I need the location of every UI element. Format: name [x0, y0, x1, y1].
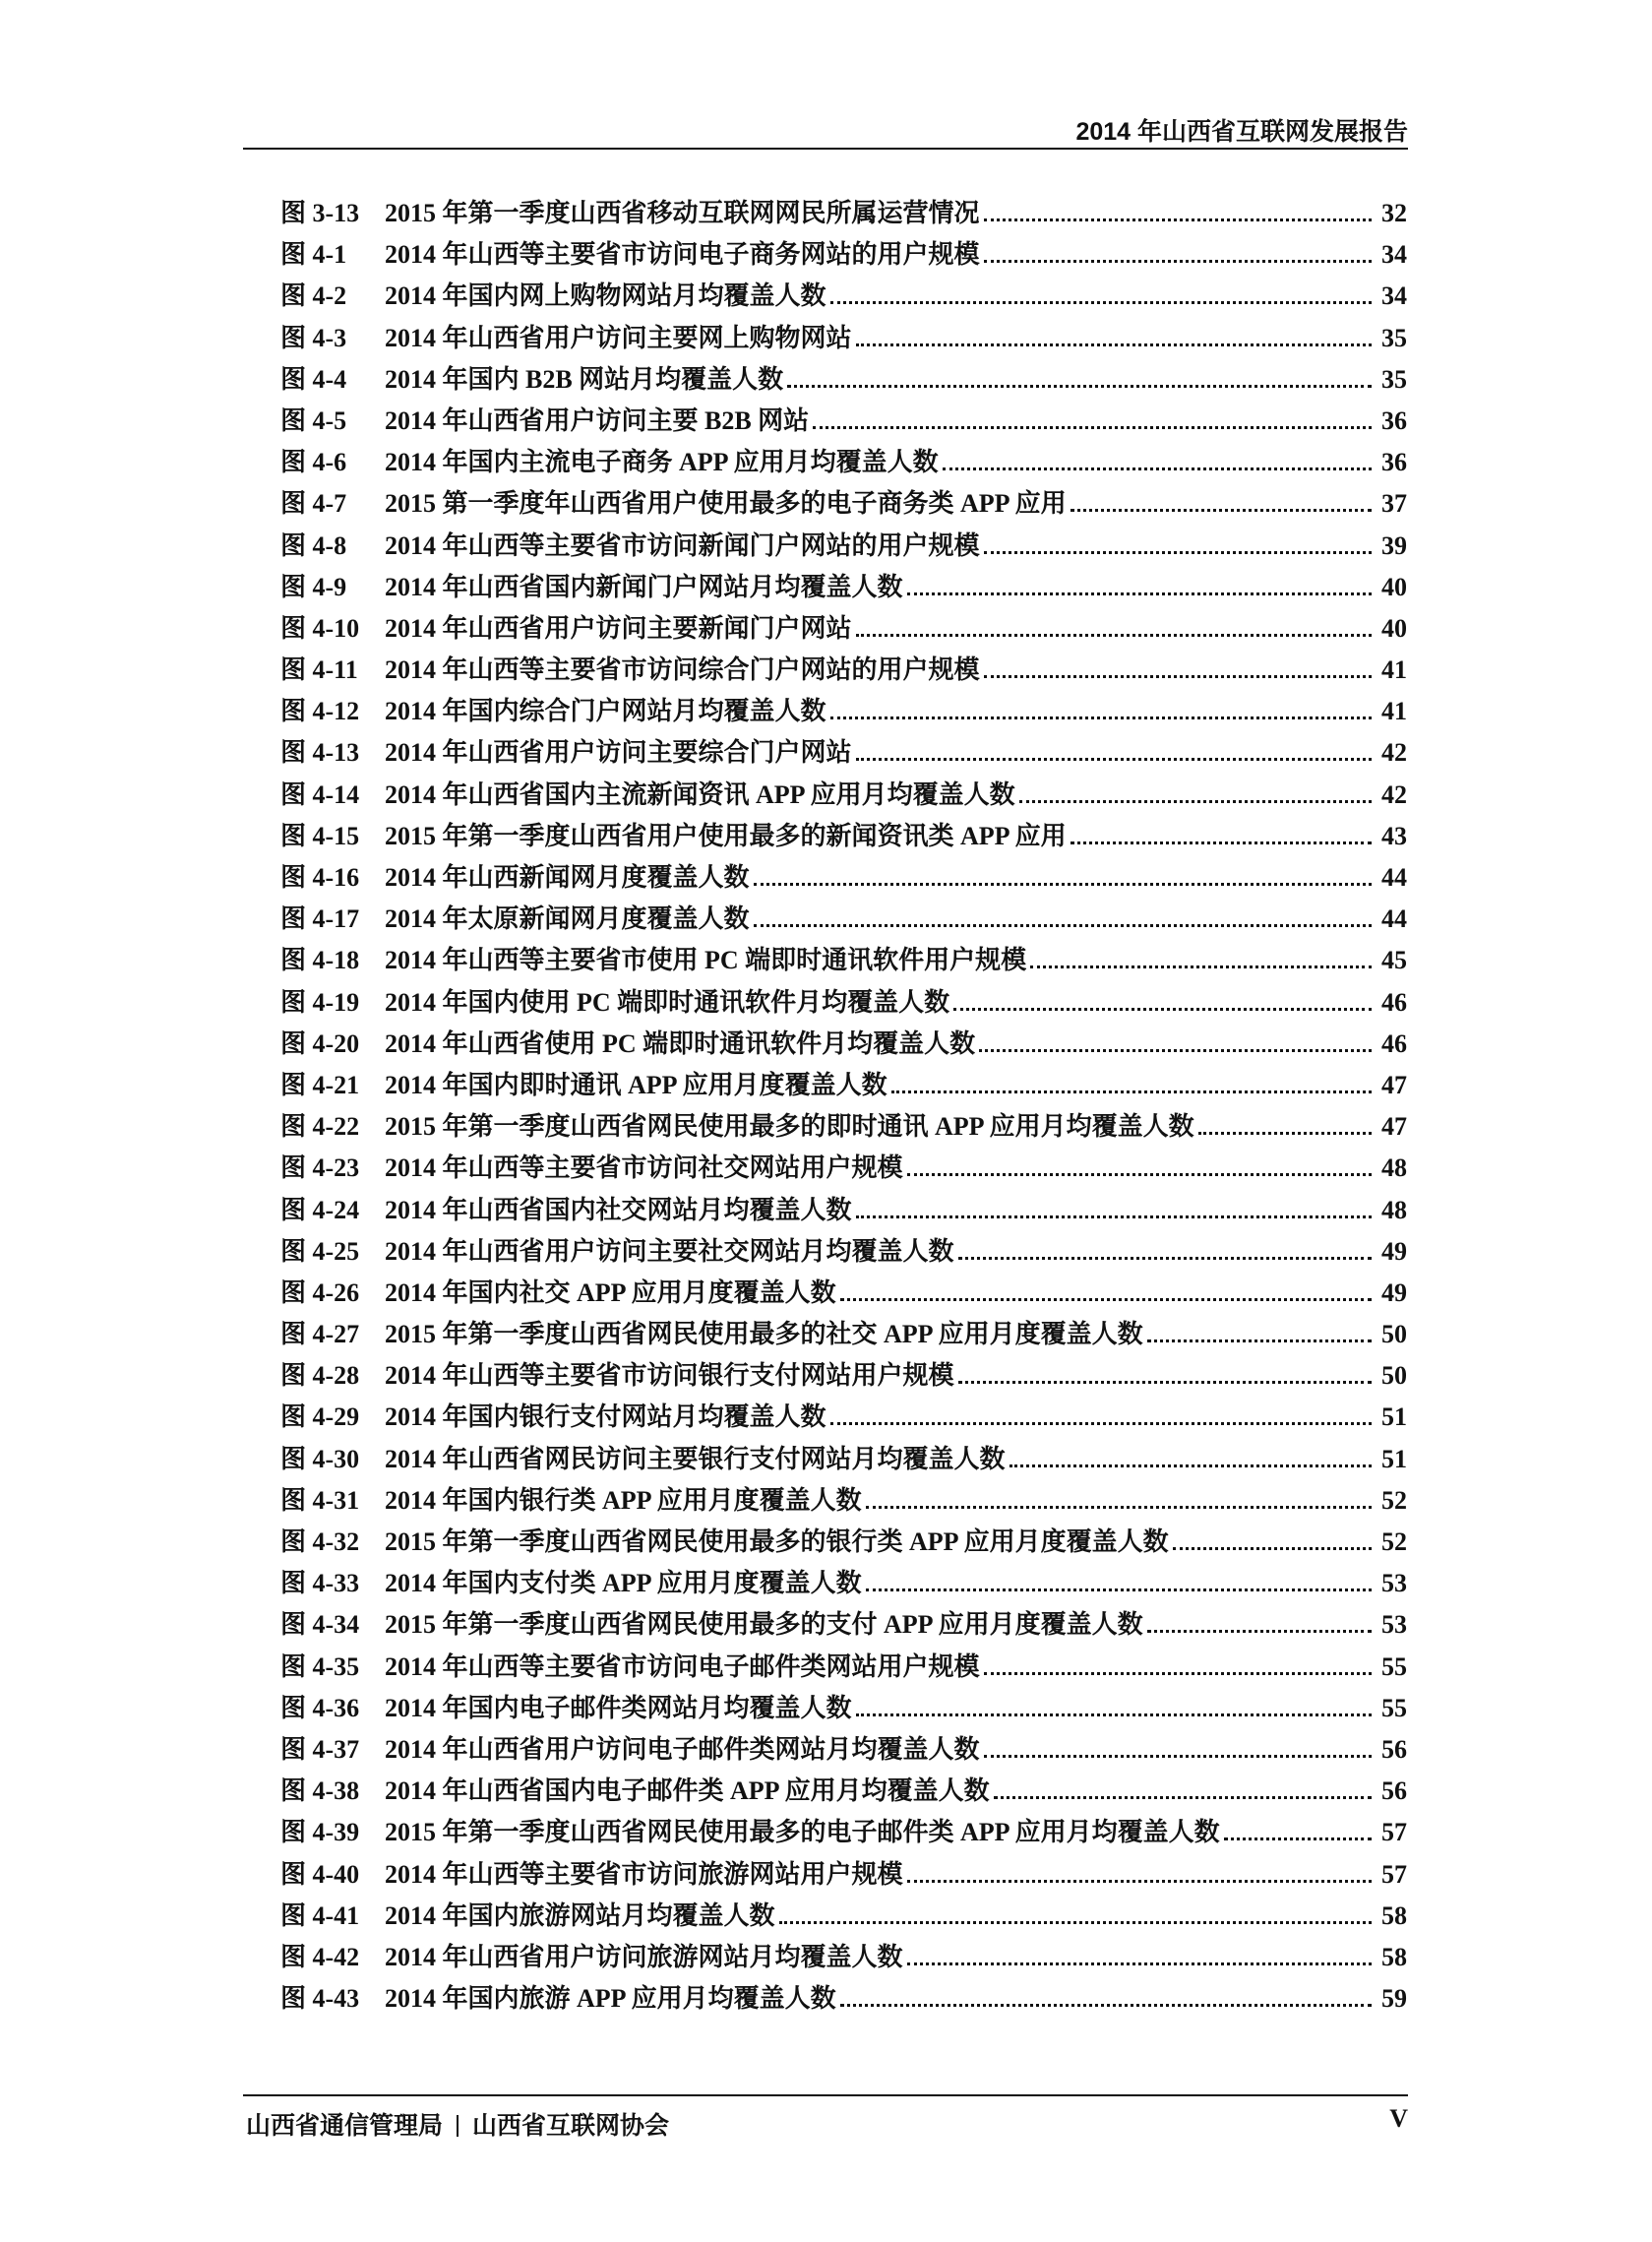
- figure-title: 2014 年国内 B2B 网站月均覆盖人数: [385, 364, 784, 394]
- figure-number: 图 4-6: [280, 448, 347, 477]
- toc-entry[interactable]: [280, 1148, 1407, 1189]
- dot-leader: [984, 218, 1372, 221]
- page-number: 35: [1381, 323, 1407, 352]
- page-number: 48: [1381, 1195, 1407, 1224]
- toc-entry[interactable]: [280, 1604, 1407, 1646]
- dot-leader: [840, 2004, 1372, 2007]
- page-number: 42: [1381, 738, 1407, 768]
- page-number: 49: [1381, 1277, 1407, 1307]
- dot-leader: [984, 1755, 1372, 1758]
- page-number: 36: [1381, 448, 1407, 477]
- figure-number: 图 4-30: [280, 1444, 360, 1473]
- figure-title: 2014 年国内社交 APP 应用月度覆盖人数: [385, 1277, 836, 1307]
- figure-title: 2014 年国内主流电子商务 APP 应用月均覆盖人数: [385, 448, 939, 477]
- footer-page-number: V: [1389, 2104, 1408, 2133]
- figure-title: 2014 年山西省用户访问主要网上购物网站: [385, 323, 852, 352]
- figure-title: 2014 年山西省用户访问主要新闻门户网站: [385, 613, 852, 643]
- figure-number: 图 4-16: [280, 863, 360, 892]
- dot-leader: [830, 301, 1372, 304]
- figure-number: 图 4-31: [280, 1485, 360, 1515]
- dot-leader: [856, 758, 1372, 761]
- figure-number: 图 4-2: [280, 281, 347, 311]
- figure-title: 2014 年国内旅游 APP 应用月均覆盖人数: [385, 1984, 836, 2014]
- toc-entry[interactable]: [280, 899, 1407, 940]
- figure-title: 2014 年国内综合门户网站月均覆盖人数: [385, 697, 826, 726]
- figure-number: 图 3-13: [280, 199, 360, 227]
- figure-title: 2015 年第一季度山西省网民使用最多的社交 APP 应用月度覆盖人数: [385, 1320, 1143, 1349]
- figure-title: 2014 年太原新闻网月度覆盖人数: [385, 904, 750, 934]
- figure-title: 2014 年国内支付类 APP 应用月度覆盖人数: [385, 1569, 862, 1598]
- toc-entry[interactable]: [280, 982, 1407, 1024]
- dot-leader: [907, 1173, 1372, 1176]
- figure-number: 图 4-15: [280, 821, 360, 850]
- page-number: 40: [1381, 572, 1407, 601]
- figure-number: 图 4-28: [280, 1361, 360, 1391]
- page-number: 37: [1381, 489, 1407, 519]
- toc-entry[interactable]: [280, 359, 1407, 401]
- figure-number: 图 4-37: [280, 1734, 360, 1764]
- dot-leader: [979, 1049, 1372, 1052]
- toc-entry[interactable]: [280, 1937, 1407, 1978]
- figure-number: 图 4-1: [280, 240, 347, 270]
- figure-number: 图 4-17: [280, 904, 360, 934]
- toc-entry[interactable]: [280, 1771, 1407, 1812]
- header-rule: [243, 148, 1408, 150]
- figure-title: 2014 年山西等主要省市访问社交网站用户规模: [385, 1153, 903, 1183]
- figure-title: 2014 年山西省用户访问电子邮件类网站月均覆盖人数: [385, 1734, 980, 1764]
- figure-number: 图 4-36: [280, 1693, 360, 1722]
- dot-leader: [866, 1506, 1372, 1509]
- toc-entry[interactable]: [280, 1231, 1407, 1273]
- toc-entry[interactable]: [280, 318, 1407, 359]
- toc-entry[interactable]: [280, 483, 1407, 525]
- toc-entry[interactable]: [280, 1896, 1407, 1937]
- figure-title: 2014 年国内银行支付网站月均覆盖人数: [385, 1402, 826, 1432]
- figure-number: 图 4-25: [280, 1236, 360, 1266]
- figure-title: 2015 年第一季度山西省网民使用最多的支付 APP 应用月度覆盖人数: [385, 1610, 1143, 1640]
- toc-entry[interactable]: [280, 1647, 1407, 1688]
- figure-number: 图 4-12: [280, 697, 360, 726]
- dot-leader: [958, 1381, 1372, 1384]
- figure-title: 2014 年山西等主要省市访问综合门户网站的用户规模: [385, 655, 980, 685]
- footer-organizations: [246, 2106, 669, 2142]
- figure-title: 2014 年山西省用户访问主要社交网站月均覆盖人数: [385, 1236, 954, 1266]
- page-number: 40: [1381, 613, 1407, 643]
- toc-entry[interactable]: [280, 940, 1407, 981]
- dot-leader: [984, 675, 1372, 678]
- figure-number: 图 4-20: [280, 1028, 360, 1058]
- page-number: 47: [1381, 1112, 1407, 1142]
- figure-title: 2014 年山西省网民访问主要银行支付网站月均覆盖人数: [385, 1444, 1006, 1473]
- page-number: 56: [1381, 1776, 1407, 1806]
- dot-leader: [1019, 800, 1372, 803]
- figure-title: 2015 年第一季度山西省网民使用最多的银行类 APP 应用月度覆盖人数: [385, 1527, 1169, 1556]
- toc-entry[interactable]: [280, 1106, 1407, 1148]
- dot-leader: [840, 1298, 1372, 1301]
- toc-entry[interactable]: [280, 1439, 1407, 1480]
- figure-number: 图 4-39: [280, 1818, 360, 1847]
- dot-leader: [856, 1713, 1372, 1716]
- page-number: 46: [1381, 1028, 1407, 1058]
- page-number: 34: [1381, 281, 1407, 311]
- figure-number: 图 4-4: [280, 364, 347, 394]
- figure-title: 2014 年山西等主要省市访问银行支付网站用户规模: [385, 1361, 954, 1391]
- page-number: 52: [1381, 1527, 1407, 1556]
- figure-title: 2014 年山西省用户访问主要 B2B 网站: [385, 405, 810, 435]
- dot-leader: [891, 1090, 1372, 1093]
- dot-leader: [1198, 1132, 1372, 1135]
- figure-number: 图 4-5: [280, 405, 347, 435]
- figure-number: 图 4-38: [280, 1776, 360, 1806]
- toc-entry[interactable]: [280, 442, 1407, 483]
- dot-leader: [1071, 841, 1372, 844]
- dot-leader: [830, 1422, 1372, 1425]
- page-number: 47: [1381, 1070, 1407, 1099]
- page-number: 39: [1381, 530, 1407, 560]
- toc-entry[interactable]: [280, 1397, 1407, 1438]
- figure-title: 2014 年国内使用 PC 端即时通讯软件月均覆盖人数: [385, 987, 950, 1017]
- dot-leader: [1147, 1630, 1372, 1633]
- figure-number: 图 4-33: [280, 1569, 360, 1598]
- toc-entry[interactable]: [280, 526, 1407, 567]
- toc-entry[interactable]: [280, 1522, 1407, 1563]
- figure-title: 2014 年山西省国内电子邮件类 APP 应用月均覆盖人数: [385, 1776, 990, 1806]
- figure-number: 图 4-24: [280, 1195, 360, 1224]
- figure-number: 图 4-11: [280, 655, 358, 685]
- page-number: 51: [1381, 1444, 1407, 1473]
- toc-entry[interactable]: [280, 816, 1407, 857]
- dot-leader: [907, 1962, 1372, 1965]
- page-number: 57: [1381, 1818, 1407, 1847]
- footer-rule: [243, 2094, 1408, 2096]
- figure-title: 2014 年山西等主要省市访问新闻门户网站的用户规模: [385, 530, 980, 560]
- dot-leader: [1147, 1339, 1372, 1342]
- toc-entry[interactable]: [280, 857, 1407, 899]
- dot-leader: [943, 467, 1372, 470]
- dot-leader: [1071, 509, 1372, 512]
- figure-title: 2014 年山西省国内社交网站月均覆盖人数: [385, 1195, 852, 1224]
- figure-number: 图 4-41: [280, 1900, 360, 1930]
- page-number: 56: [1381, 1734, 1407, 1764]
- figure-title: 2014 年山西省国内新闻门户网站月均覆盖人数: [385, 572, 903, 601]
- dot-leader: [994, 1796, 1372, 1799]
- toc-entry[interactable]: [280, 1729, 1407, 1771]
- dot-leader: [830, 716, 1372, 719]
- figure-number: 图 4-40: [280, 1859, 360, 1889]
- toc-entry[interactable]: [280, 1812, 1407, 1853]
- toc-entry[interactable]: [280, 1355, 1407, 1397]
- page-number: 48: [1381, 1153, 1407, 1183]
- toc-entry[interactable]: [280, 1024, 1407, 1065]
- page-number: 51: [1381, 1402, 1407, 1432]
- figure-number: 图 4-21: [280, 1070, 360, 1099]
- dot-leader: [984, 260, 1372, 263]
- figure-number: 图 4-14: [280, 779, 360, 809]
- figure-title: 2014 年山西省用户访问旅游网站月均覆盖人数: [385, 1942, 903, 1971]
- figure-number: 图 4-26: [280, 1277, 360, 1307]
- page-number: 32: [1381, 199, 1407, 227]
- toc-entry[interactable]: [280, 650, 1407, 691]
- figure-number: 图 4-3: [280, 323, 347, 352]
- header-title: 2014 年山西省互联网发展报告: [1075, 118, 1408, 146]
- dot-leader: [856, 1215, 1372, 1218]
- figure-title: 2014 年山西等主要省市访问旅游网站用户规模: [385, 1859, 903, 1889]
- page-number: 41: [1381, 655, 1407, 685]
- figure-title: 2014 年国内旅游网站月均覆盖人数: [385, 1900, 775, 1930]
- figure-title: 2014 年国内网上购物网站月均覆盖人数: [385, 281, 826, 311]
- figure-number: 图 4-13: [280, 738, 360, 768]
- toc-entry[interactable]: [280, 1854, 1407, 1896]
- toc-entry[interactable]: [280, 276, 1407, 317]
- figure-title: 2014 年山西省国内主流新闻资讯 APP 应用月均覆盖人数: [385, 779, 1015, 809]
- page-number: 50: [1381, 1320, 1407, 1349]
- figure-number: 图 4-8: [280, 530, 347, 560]
- figure-title: 2014 年山西省使用 PC 端即时通讯软件月均覆盖人数: [385, 1028, 976, 1058]
- dot-leader: [907, 592, 1372, 595]
- dot-leader: [1010, 1464, 1372, 1467]
- figure-title: 2015 年第一季度山西省网民使用最多的电子邮件类 APP 应用月均覆盖人数: [385, 1818, 1220, 1847]
- toc-entry[interactable]: [280, 234, 1407, 276]
- dot-leader: [866, 1588, 1372, 1591]
- figure-title: 2015 年第一季度山西省移动互联网网民所属运营情况: [385, 199, 980, 227]
- figure-number: 图 4-19: [280, 987, 360, 1017]
- toc-entry[interactable]: [280, 1978, 1407, 2020]
- page-number: 58: [1381, 1942, 1407, 1971]
- figure-number: 图 4-9: [280, 572, 347, 601]
- figure-title: 2014 年山西新闻网月度覆盖人数: [385, 863, 750, 892]
- dot-leader: [787, 385, 1372, 388]
- toc-entry[interactable]: [280, 691, 1407, 732]
- figure-title: 2014 年国内银行类 APP 应用月度覆盖人数: [385, 1485, 862, 1515]
- dot-leader: [907, 1880, 1372, 1883]
- page-number: 53: [1381, 1569, 1407, 1598]
- page-number: 35: [1381, 364, 1407, 394]
- page-number: 50: [1381, 1361, 1407, 1391]
- page-number: 53: [1381, 1610, 1407, 1640]
- figure-number: 图 4-22: [280, 1112, 360, 1142]
- figure-number: 图 4-42: [280, 1942, 360, 1971]
- footer-org-right: 山西省互联网协会: [472, 2112, 670, 2140]
- dot-leader: [856, 343, 1372, 346]
- figure-title: 2015 第一季度年山西省用户使用最多的电子商务类 APP 应用: [385, 489, 1067, 519]
- page-number: 59: [1381, 1984, 1407, 2014]
- dot-leader: [984, 1672, 1372, 1675]
- dot-leader: [856, 634, 1372, 637]
- dot-leader: [1030, 965, 1372, 968]
- page-number: 55: [1381, 1651, 1407, 1681]
- dot-leader: [754, 924, 1372, 927]
- page-number: 44: [1381, 863, 1407, 892]
- figure-number: 图 4-7: [280, 489, 347, 519]
- figure-number: 图 4-29: [280, 1402, 360, 1432]
- toc-entry[interactable]: [280, 1065, 1407, 1106]
- page-number: 55: [1381, 1693, 1407, 1722]
- page-number: 36: [1381, 405, 1407, 435]
- dot-leader: [813, 426, 1372, 429]
- dot-leader: [1173, 1547, 1372, 1550]
- page-number: 58: [1381, 1900, 1407, 1930]
- toc-entry[interactable]: [280, 193, 1407, 234]
- toc-entry[interactable]: [280, 1563, 1407, 1604]
- toc-entry[interactable]: [280, 1480, 1407, 1522]
- figure-title: 2014 年山西省用户访问主要综合门户网站: [385, 738, 852, 768]
- page-number: 46: [1381, 987, 1407, 1017]
- page-number: 42: [1381, 779, 1407, 809]
- toc-entry[interactable]: [280, 608, 1407, 650]
- figure-number: 图 4-27: [280, 1320, 360, 1349]
- toc-entry[interactable]: [280, 401, 1407, 442]
- figure-title: 2014 年山西等主要省市使用 PC 端即时通讯软件用户规模: [385, 946, 1027, 975]
- page-number: 41: [1381, 697, 1407, 726]
- figure-title: 2014 年国内即时通讯 APP 应用月度覆盖人数: [385, 1070, 887, 1099]
- page-number: 43: [1381, 821, 1407, 850]
- figure-title: 2014 年山西等主要省市访问电子商务网站的用户规模: [385, 240, 980, 270]
- dot-leader: [953, 1008, 1372, 1011]
- figure-number: 图 4-35: [280, 1651, 360, 1681]
- figure-title: 2015 年第一季度山西省用户使用最多的新闻资讯类 APP 应用: [385, 821, 1067, 850]
- dot-leader: [984, 551, 1372, 554]
- page-number: 34: [1381, 240, 1407, 270]
- dot-leader: [958, 1257, 1372, 1260]
- figure-number: 图 4-10: [280, 613, 360, 643]
- toc-entry[interactable]: [280, 775, 1407, 816]
- figure-title: 2014 年国内电子邮件类网站月均覆盖人数: [385, 1693, 852, 1722]
- toc-entry[interactable]: [280, 1273, 1407, 1314]
- page-number: 52: [1381, 1485, 1407, 1515]
- page-number: 45: [1381, 946, 1407, 975]
- toc-entry[interactable]: [280, 1314, 1407, 1355]
- dot-leader: [779, 1921, 1372, 1924]
- footer-org-left: 山西省通信管理局: [246, 2112, 444, 2140]
- figure-number: 图 4-23: [280, 1153, 360, 1183]
- figure-number: 图 4-18: [280, 946, 360, 975]
- page-number: 44: [1381, 904, 1407, 934]
- dot-leader: [754, 883, 1372, 886]
- figure-number: 图 4-43: [280, 1984, 360, 2014]
- figure-list: [280, 193, 1407, 2020]
- figure-number: 图 4-34: [280, 1610, 360, 1640]
- page-number: 57: [1381, 1859, 1407, 1889]
- figure-number: 图 4-32: [280, 1527, 360, 1556]
- toc-entry[interactable]: [280, 732, 1407, 774]
- footer-separator: [457, 2115, 459, 2137]
- figure-title: 2015 年第一季度山西省网民使用最多的即时通讯 APP 应用月均覆盖人数: [385, 1112, 1194, 1142]
- toc-entry[interactable]: [280, 1190, 1407, 1231]
- toc-entry[interactable]: [280, 1688, 1407, 1729]
- dot-leader: [1224, 1837, 1372, 1840]
- toc-entry[interactable]: [280, 567, 1407, 608]
- page-number: 49: [1381, 1236, 1407, 1266]
- figure-title: 2014 年山西等主要省市访问电子邮件类网站用户规模: [385, 1651, 980, 1681]
